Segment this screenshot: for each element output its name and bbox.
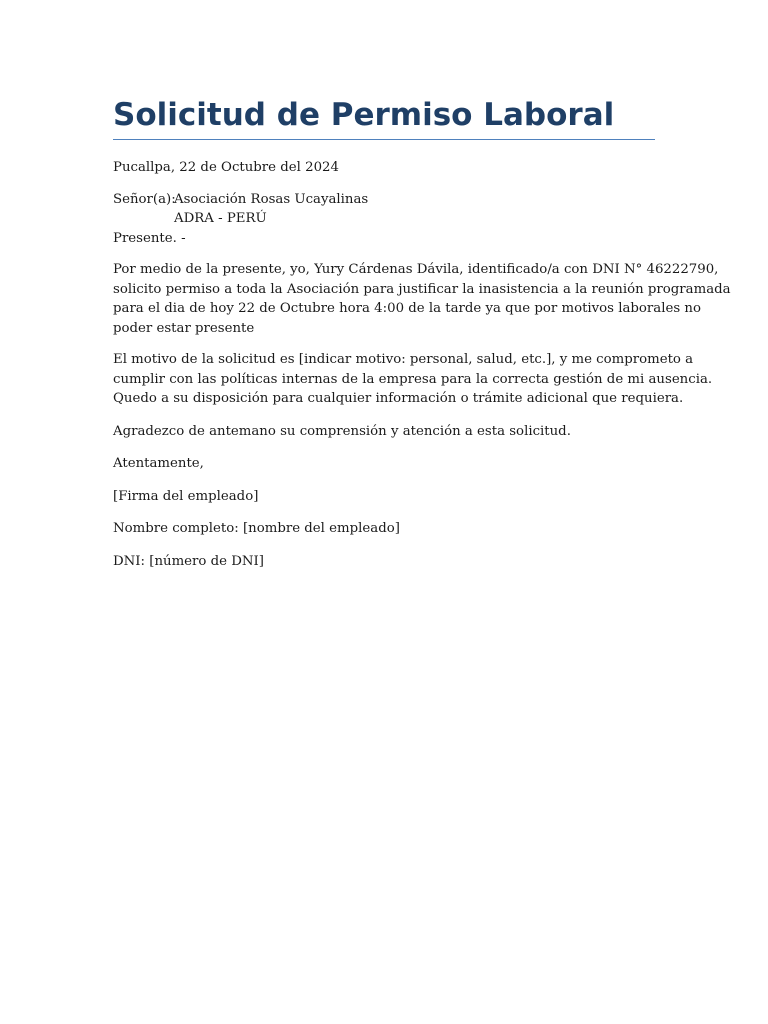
document-title: Solicitud de Permiso Laboral — [113, 95, 655, 140]
date-line: Pucallpa, 22 de Octubre del 2024 — [113, 160, 339, 175]
paragraph-line: Quedo a su disposición para cualquier información o trámite adicional que requiera. — [113, 391, 684, 406]
full-name-line: Nombre completo: [nombre del empleado] — [113, 521, 400, 536]
recipient-org: ADRA - PERÚ — [174, 211, 267, 226]
paragraph-line: cumplir con las políticas internas de la empresa para la correcta gestión de mi ausencia. — [113, 371, 713, 387]
signature-placeholder: [Firma del empleado] — [113, 488, 259, 504]
closing-line: Atentamente, — [113, 456, 204, 471]
document-page — [113, 95, 731, 571]
recipient-row — [113, 190, 655, 210]
presente-line: Presente. - — [113, 230, 186, 246]
recipient-name: Asociación Rosas Ucayalinas — [174, 191, 369, 207]
recipient-label: Señor(a): — [113, 191, 176, 207]
paragraph-request — [113, 260, 731, 338]
paragraph-reason — [113, 350, 713, 409]
paragraph-line: poder estar presente — [113, 320, 255, 336]
paragraph-line: Por medio de la presente, yo, Yury Cárdenas Dávila, identificado/a con DNI N° 46222790, — [113, 262, 719, 277]
paragraph-line: solicito permiso a toda la Asociación para justificar la inasistencia a la reunión programada — [113, 281, 731, 297]
paragraph-line: para el dia de hoy 22 de Octubre hora 4:00 de la tarde ya que por motivos laborales no — [113, 301, 701, 316]
dni-line: DNI: [número de DNI] — [113, 553, 264, 569]
thanks-line: Agradezco de antemano su comprensión y atención a esta solicitud. — [113, 423, 571, 439]
recipient-block — [113, 190, 655, 249]
paragraph-line: El motivo de la solicitud es [indicar motivo: personal, salud, etc.], y me comprometo a — [113, 352, 694, 367]
